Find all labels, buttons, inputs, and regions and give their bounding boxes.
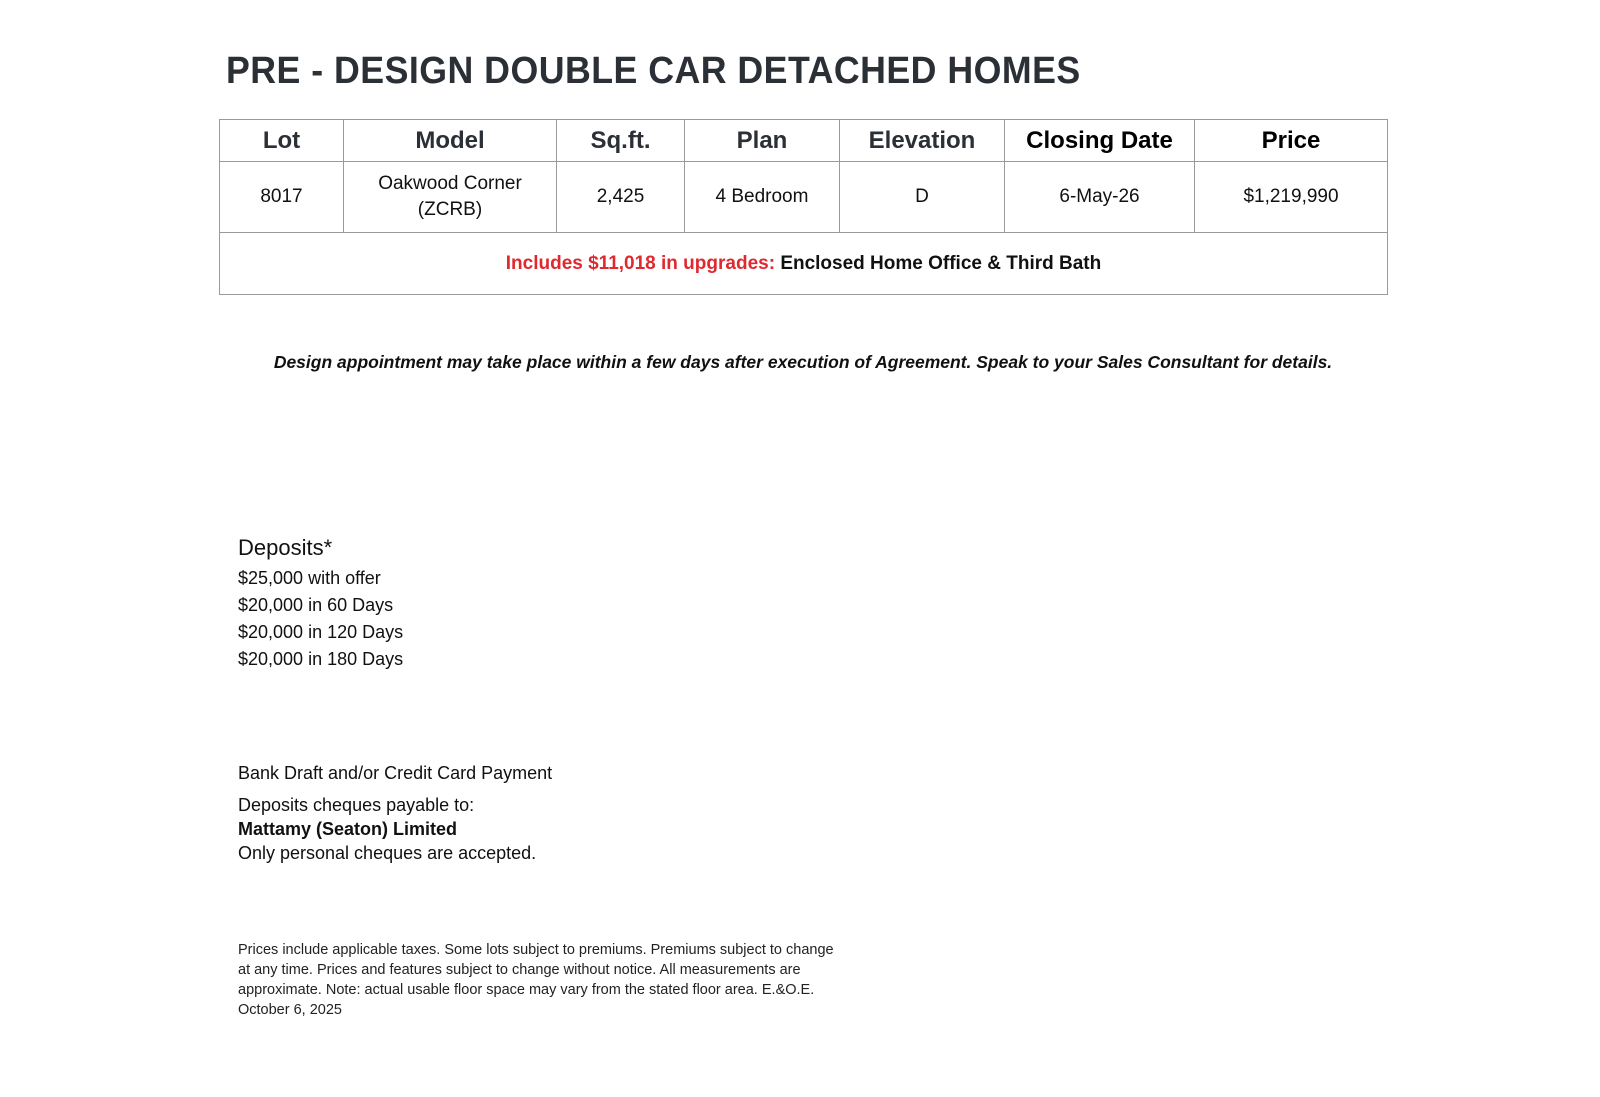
column-header-model: Model <box>344 120 557 162</box>
deposit-item: $20,000 in 120 Days <box>238 622 404 642</box>
upgrades-highlight: Includes $11,018 in upgrades: <box>505 252 776 274</box>
cell-plan: 4 Bedroom <box>685 162 840 233</box>
column-header-elevation: Elevation <box>840 120 1005 162</box>
table-row <box>220 162 1388 233</box>
page-title: PRE - DESIGN DOUBLE CAR DETACHED HOMES <box>226 50 1081 92</box>
upgrades-row <box>220 233 1388 295</box>
column-header-price: Price <box>1195 120 1388 162</box>
column-header-sqft: Sq.ft. <box>557 120 685 162</box>
deposits-heading: Deposits* <box>238 535 333 560</box>
payment-section <box>238 761 552 865</box>
cell-sqft: 2,425 <box>557 162 685 233</box>
deposit-item: $20,000 in 60 Days <box>238 595 394 615</box>
cell-closing-date: 6-May-26 <box>1005 162 1195 233</box>
payee-name: Mattamy (Seaton) Limited <box>238 819 458 839</box>
upgrades-detail: Enclosed Home Office & Third Bath <box>780 252 1102 274</box>
cell-price: $1,219,990 <box>1195 162 1388 233</box>
listing-table <box>219 119 1388 295</box>
deposit-item: $25,000 with offer <box>238 568 381 588</box>
payable-to-label: Deposits cheques payable to: <box>238 795 475 815</box>
payment-method: Bank Draft and/or Credit Card Payment <box>238 763 553 783</box>
model-code: (ZCRB) <box>417 199 483 220</box>
cell-lot: 8017 <box>220 162 344 233</box>
upgrades-cell <box>220 233 1388 295</box>
model-name: Oakwood Corner <box>378 173 522 194</box>
deposits-section <box>238 533 403 673</box>
design-appointment-note: Design appointment may take place within a few days after execution of Agreement. Speak to your Sales Consultant for details. <box>273 352 1333 372</box>
cheque-note: Only personal cheques are accepted. <box>238 843 537 863</box>
cell-model <box>344 162 557 233</box>
deposit-item: $20,000 in 180 Days <box>238 649 404 669</box>
column-header-lot: Lot <box>220 120 344 162</box>
table-header-row <box>220 120 1388 162</box>
disclaimer: Prices include applicable taxes. Some lots subject to premiums. Premiums subject to change at any time. Prices and features subject to change without notice. All measurements are approximate. Note: actual usable floor space may vary from the stated floor area. E.&O.E. October 6, 2025 <box>238 942 834 1018</box>
cell-elevation: D <box>840 162 1005 233</box>
column-header-closing-date: Closing Date <box>1005 120 1195 162</box>
column-header-plan: Plan <box>685 120 840 162</box>
